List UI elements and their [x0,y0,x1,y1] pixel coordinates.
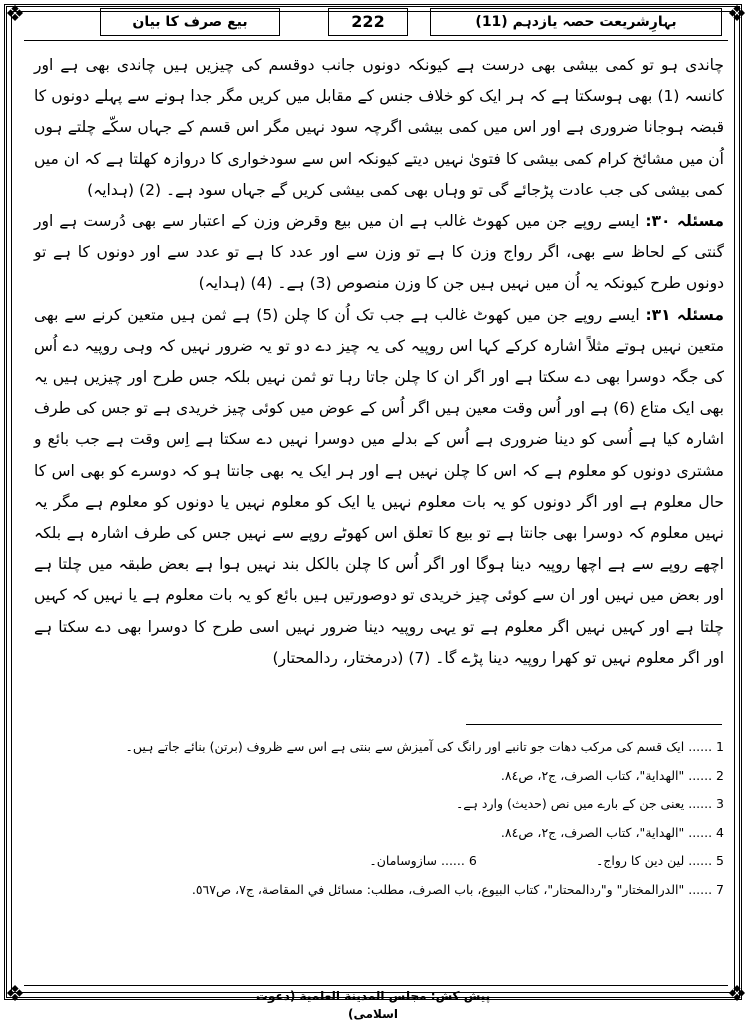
paragraph: چاندی ہو تو کمی بیشی بھی درست ہے کیونکہ دونوں جانب دوقسم کی چیزیں ہیں چاندی بھی ہے اور کانسہ (1) بھی ہوسکتا ہے کہ ہر ایک کو خلاف جنس کے مقابل میں کریں مگر جدا ہونے سے پہلے دونوں کا قبضہ ہوجانا ضروری ہے اور اس میں کمی بیشی اگرچہ سود نہیں مگر اس قسم کے جہاں سکّے چلتے ہوں اُن میں مشائخ کرام کمی بیشی کا فتویٰ نہیں دیتے کیونکہ اس سے سودخواری کا دروازہ کھلتا ہے کہ ان میں کمی بیشی کی جب عادت پڑجائے گی تو وہاں بھی کمی بیشی کریں گے جہاں سود ہے۔ (2) (ہدایہ) [34,56,724,199]
footer-rule [24,985,728,986]
footnote-rule [466,724,722,725]
page-header [30,8,722,38]
footnote-4: 4 ...... "الهداية"، كتاب الصرف، ج۲، ص۸٤. [500,824,724,840]
masla-30 [34,206,724,300]
main-text [34,50,724,674]
corner-ornament-icon: ❖ [5,2,25,27]
footnotes [34,733,724,904]
footnote-2: 2 ...... "الهداية"، كتاب الصرف، ج۲، ص۸٤. [500,767,724,783]
masla-label: مسئلہ ۳۱: [645,305,724,324]
book-title: بہارِشریعت حصہ یازدہم (11) [430,8,722,36]
masla-31 [34,300,724,674]
page-number: 222 [328,8,408,36]
footnote-1: 1 ...... ایک قسم کی مرکب دھات جو تانبے اور رانگ کی آمیزش سے بنتی ہے اس سے ظروف (برتن) بنائے جاتے ہیں۔ [125,739,724,754]
footnote-5: 5 ...... لین دین کا رواج۔ [595,853,724,868]
corner-ornament-icon: ❖ [727,2,747,27]
footnote-5-6 [34,847,724,876]
masla-label: مسئلہ ۳۰: [645,212,724,231]
masla-text: ایسے روپے جن میں کھوٹ غالب ہے جب تک اُن کا چلن (5) ہے ثمن ہیں متعین کرنے سے بھی متعین نہیں ہوتے مثلاً اشارہ کرکے کہا اس روپیہ کی یہ چیز دے دو تو یہ ضرور نہیں کہ وہی روپیہ دے اُس کی جگہ دوسرا بھی دے سکتا ہے اور اگر ان کا چلن جاتا رہا تو ثمن نہیں بلکہ جس طرح اور چیزیں ہیں یہ بھی ایک متاع (6) ہے اور اُس وقت معین ہیں اگر اُس کے عوض میں کوئی چیز خریدی ہے تو جس کی طرف اشارہ کیا ہے اُسی کو دینا ضروری ہے اُس کے بدلے میں دوسرا نہیں دے سکتا ہے اِس وقت ہے جب بائع و مشتری دونوں کو معلوم ہے کہ اس کا چلن نہیں ہے اور ہر ایک یہ بھی جانتا ہو کہ دوسرے کو بھی اس کا حال معلوم ہے اور اگر دونوں کو یہ بات معلوم نہیں یا ایک کو معلوم نہیں یا دونوں کو معلوم ہے مگر یہ نہیں معلوم کہ دوسرا بھی جانتا ہے تو بیع کا تعلق اس کھوٹے روپے سے نہیں جس کی طرف اشارہ ہے بلکہ اچھے روپے سے ہے اچھا روپیہ دینا ہوگا اور اگر اُس کا چلن بالکل بند نہیں ہوا ہے بعض طبقہ میں چلتا ہے اور بعض میں نہیں اور ان سے کوئی چیز خریدی تو دوصورتیں ہیں بائع کو یہ بات معلوم ہے یا نہیں کہ کہیں چلتا ہے اور کہیں نہیں اگر معلوم ہے تو یہی روپیہ دینا ضرور نہیں اسی طرح کا دوسرا بھی دے سکتا ہے اور اگر معلوم نہیں تو کھرا روپیہ دینا پڑے گا۔ (7) (درمختار، ردالمحتار) [34,305,724,667]
chapter-title: بیع صرف کا بیان [100,8,280,36]
masla-text: ایسے روپے جن میں کھوٹ غالب ہے ان میں بیع وقرض وزن کے اعتبار سے بھی دُرست ہے اور گنتی کے لحاظ سے بھی، اگر رواج وزن کا ہے تو وزن سے اور عدد کا ہے تو عدد سے اور دونوں کا ہے تو دونوں طرح کیونکہ یہ اُن میں نہیں ہیں جن کا وزن منصوص (3) ہے۔ (4) (ہدایہ) [34,212,724,293]
publisher-credit: پیش کش: مجلس المدينة العلمية (دعوت اسلامی) [255,989,491,1021]
footnote-6: 6 ...... سازوسامان۔ [369,853,477,868]
corner-ornament-icon: ❖ [5,982,25,1007]
corner-ornament-icon: ❖ [727,982,747,1007]
footnote-3: 3 ...... یعنی جن کے بارے میں نص (حدیث) وارد ہے۔ [455,796,724,811]
header-rule [24,40,728,41]
footnote-7: 7 ...... "الدرالمختار" و"ردالمحتار"، كتاب البيوع، باب الصرف، مطلب: مسائل في المقاصة، ج۷، ص٥٦٧. [191,881,724,897]
